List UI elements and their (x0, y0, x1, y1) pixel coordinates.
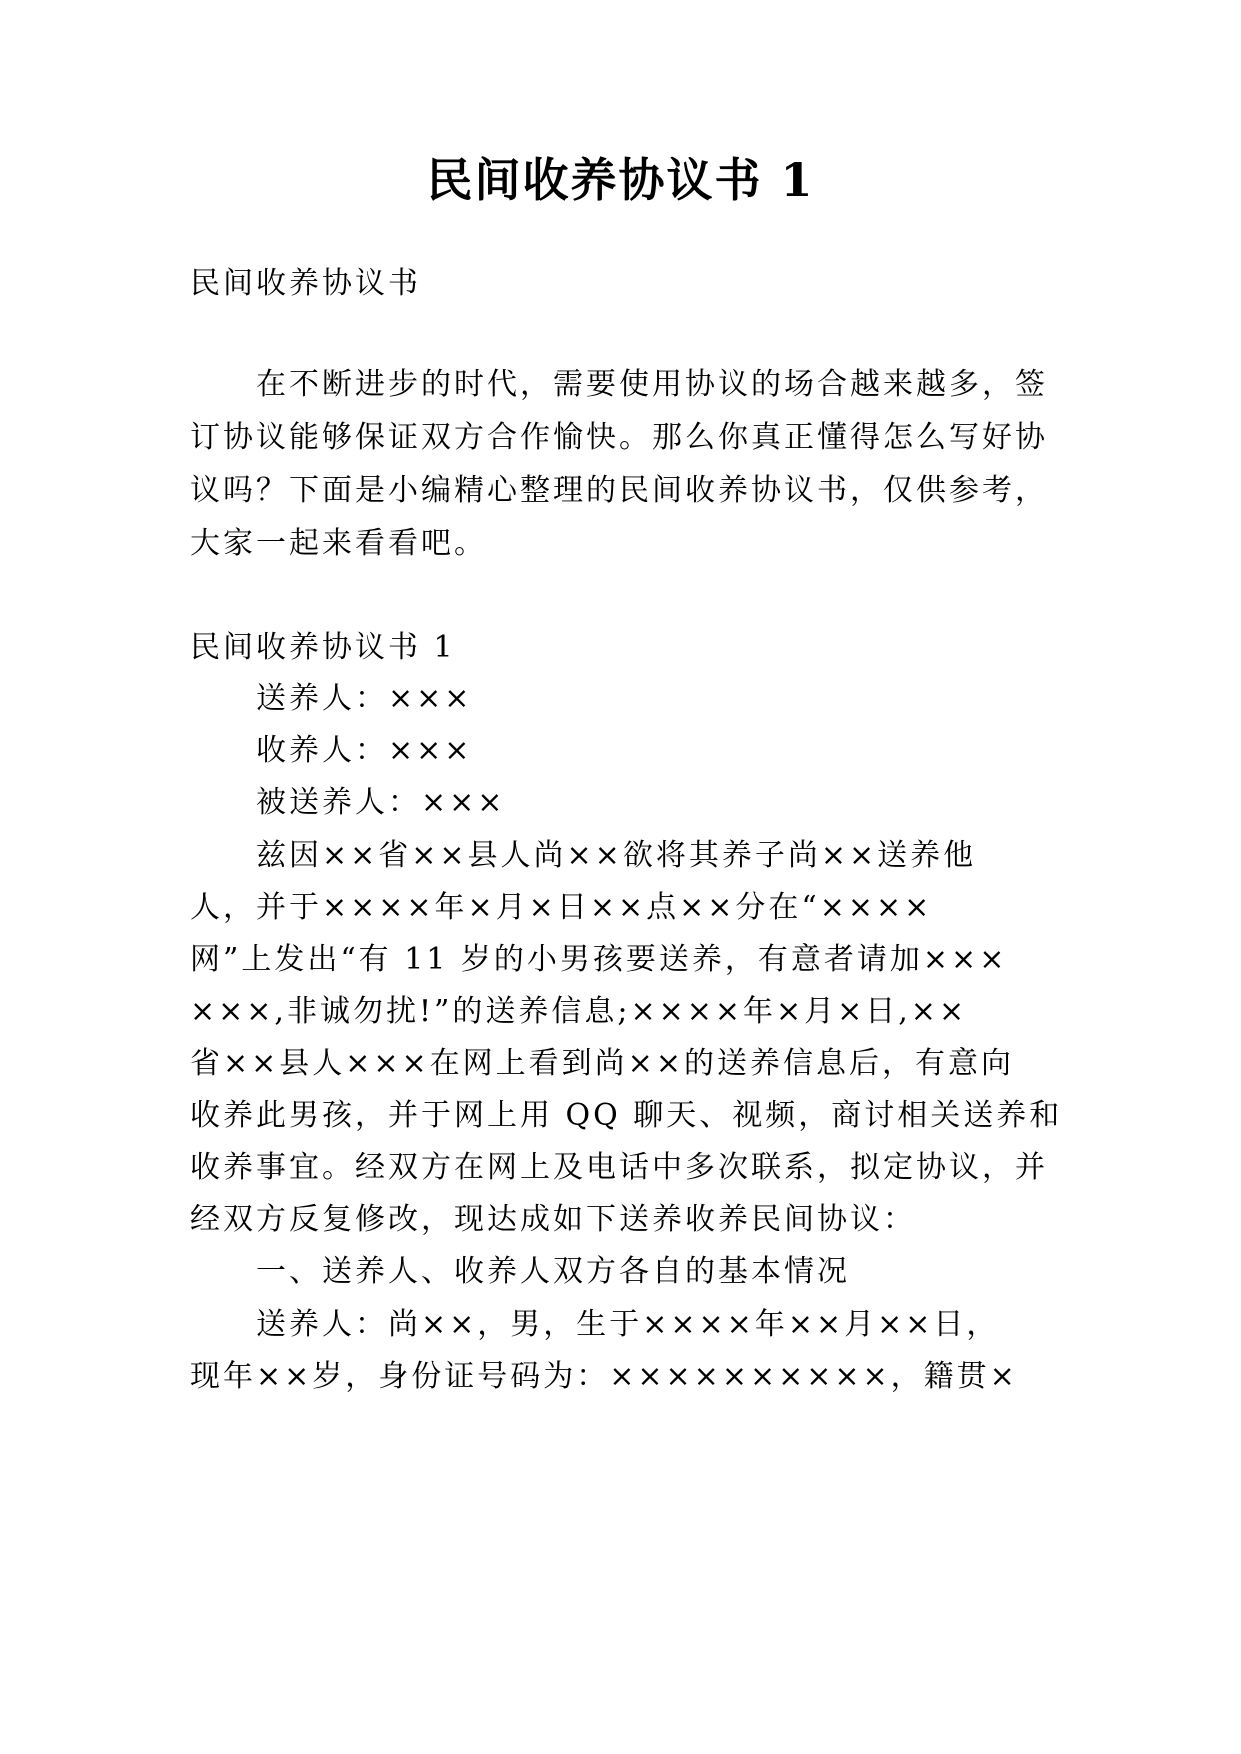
party-adopter: 收养人：××× (256, 733, 473, 768)
party-sender: 送养人：××× (256, 681, 473, 716)
party-adoptee: 被送养人：××× (256, 785, 506, 820)
document-subtitle: 民间收养协议书 (190, 266, 421, 301)
clause-line: 送养人：尚××，男，生于××××年××月××日， (256, 1307, 1000, 1342)
body-line: 经双方反复修改，现达成如下送养收养民间协议： (190, 1202, 916, 1237)
section-title: 民间收养协议书 1 (190, 630, 456, 665)
body-line: 收养此男孩，并于网上用 QQ 聊天、视频，商讨相关送养和 (190, 1098, 1063, 1133)
body-line: 网”上发出“有 11 岁的小男孩要送养，有意者请加××× (190, 942, 1008, 977)
intro-line: 订协议能够保证双方合作愉快。那么你真正懂得怎么写好协 (190, 420, 1048, 455)
body-line: 省××县人×××在网上看到尚××的送养信息后，有意向 (190, 1046, 1014, 1081)
body-line: 人，并于××××年×月×日××点××分在“×××× (190, 890, 933, 925)
body-line: 兹因××省××县人尚××欲将其养子尚××送养他 (256, 838, 977, 873)
body-line: 收养事宜。经双方在网上及电话中多次联系，拟定协议，并 (190, 1150, 1048, 1185)
clause-heading: 一、送养人、收养人双方各自的基本情况 (256, 1254, 850, 1289)
intro-line: 议吗？下面是小编精心整理的民间收养协议书，仅供参考， (190, 473, 1048, 508)
clause-line: 现年××岁，身份证号码为：××××××××××，籍贯× (190, 1359, 1018, 1394)
intro-line: 在不断进步的时代，需要使用协议的场合越来越多，签 (256, 367, 1048, 402)
body-line: ×××,非诚勿扰!”的送养信息;××××年×月×日,×× (190, 994, 968, 1029)
intro-line: 大家一起来看看吧。 (190, 526, 487, 561)
page-title: 民间收养协议书 1 (426, 153, 815, 207)
